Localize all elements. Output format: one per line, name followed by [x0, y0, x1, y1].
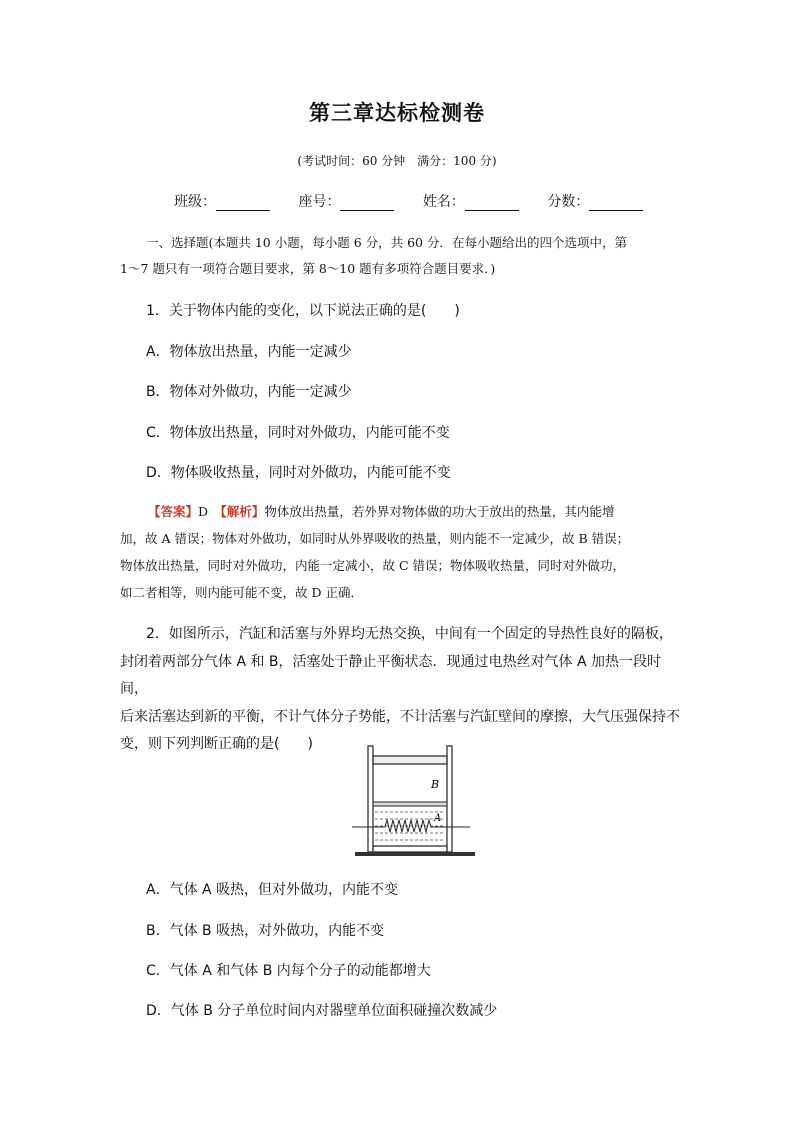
answer-tag: 【答案】 — [148, 504, 199, 519]
partition — [373, 802, 447, 806]
q1-option-d: D．物体吸收热量，同时对外做功，内能可能不变 — [146, 465, 451, 481]
score-field — [547, 191, 643, 211]
cylinder-bottom — [373, 846, 447, 852]
analysis-line: 物体放出热量，若外界对物体做的功大于放出的热量，其内能增 — [264, 504, 615, 519]
q1-option-c: C．物体放出热量，同时对外做功，内能可能不变 — [146, 425, 450, 441]
base-plate — [355, 852, 475, 856]
name-field — [423, 191, 519, 211]
section-heading-line2: 1～7 题只有一项符合题目要求，第 8～10 题有多项符合题目要求．) — [120, 261, 496, 276]
answer-value: D — [198, 504, 221, 519]
q2-option-d: D．气体 B 分子单位时间内对器壁单位面积碰撞次数减少 — [146, 1003, 498, 1019]
score-blank[interactable] — [589, 195, 643, 211]
section-heading-line1: 一、选择题(本题共 10 小题，每小题 6 分，共 60 分．在每小题给出的四个选项中，第 — [146, 235, 627, 250]
q1-option-a: A．物体放出热量，内能一定减少 — [146, 344, 352, 360]
exam-info: (考试时间：60 分钟 满分：100 分) — [297, 154, 497, 168]
analysis-line: 物体放出热量，同时对外做功，内能一定减小，故 C 错误；物体吸收热量，同时对外做功， — [120, 558, 626, 573]
label-b: B — [431, 778, 440, 791]
q1-answer — [120, 498, 680, 606]
q1-option-b: B．物体对外做功，内能一定减少 — [146, 384, 352, 400]
class-blank[interactable] — [216, 195, 270, 211]
q2-option-b: B．气体 B 吸热，对外做功，内能不变 — [146, 923, 385, 939]
q2-stem — [120, 621, 680, 759]
label-a: A — [434, 813, 442, 824]
q2-stem-line: 变，则下列判断正确的是( ) — [120, 736, 313, 752]
q2-stem-line: 2．如图所示，汽缸和活塞与外界均无热交换，中间有一个固定的导热性良好的隔板， — [146, 626, 673, 642]
cylinder-left-wall — [368, 746, 373, 852]
q2-stem-line: 封闭着两部分气体 A 和 B，活塞处于静止平衡状态．现通过电热丝对气体 A 加热一段时间， — [120, 653, 662, 697]
piston — [373, 756, 447, 764]
section-heading — [120, 230, 666, 282]
q2-option-c: C．气体 A 和气体 B 内每个分子的动能都增大 — [146, 963, 431, 979]
cylinder-figure — [345, 744, 480, 860]
analysis-line: 加，故 A 错误；物体对外做功，如同时从外界吸收的热量，则内能不一定减少，故 B 错误； — [120, 531, 630, 546]
seat-blank[interactable] — [340, 195, 394, 211]
name-label: 姓名： — [422, 194, 465, 210]
cylinder-right-wall — [447, 746, 452, 852]
page-title: 第三章达标检测卷 — [309, 101, 485, 125]
class-label: 班级： — [174, 194, 216, 210]
q2-option-a: A．气体 A 吸热，但对外做功，内能不变 — [146, 882, 399, 898]
score-label: 分数： — [547, 194, 590, 210]
q1-stem: 1．关于物体内能的变化，以下说法正确的是( ) — [146, 303, 460, 319]
analysis-line: 如二者相等，则内能可能不变，故 D 正确． — [120, 585, 363, 600]
student-info-line — [174, 191, 667, 211]
seat-field — [298, 191, 394, 211]
name-blank[interactable] — [465, 195, 519, 211]
q2-stem-line: 后来活塞达到新的平衡，不计气体分子势能，不计活塞与汽缸壁间的摩擦，大气压强保持不 — [120, 708, 680, 725]
seat-label: 座号： — [298, 194, 341, 210]
analysis-tag: 【解析】 — [220, 504, 265, 519]
class-field — [174, 191, 270, 211]
